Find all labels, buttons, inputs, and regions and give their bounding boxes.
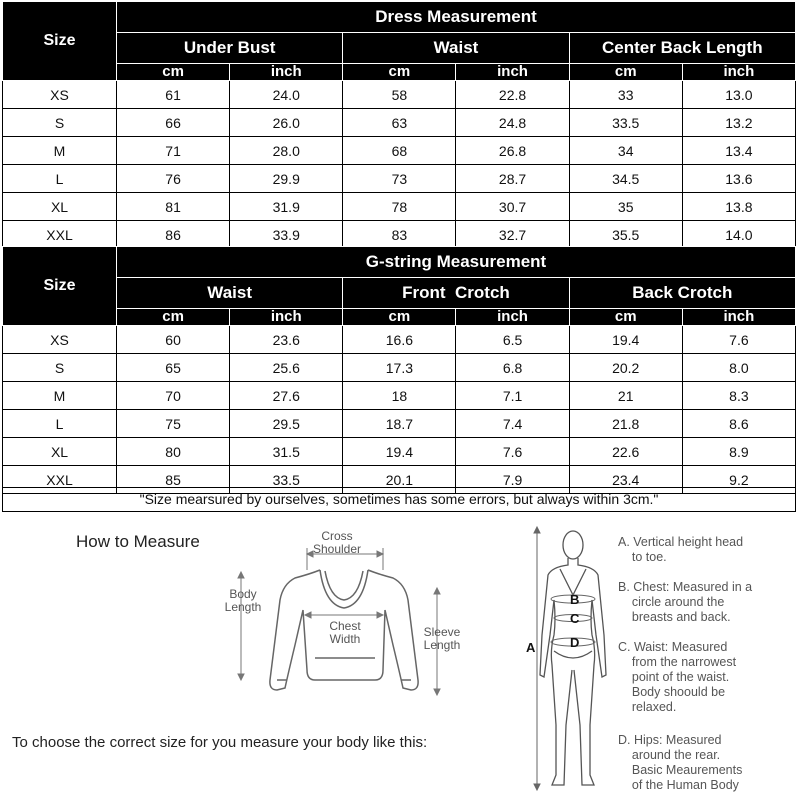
table-row [3, 438, 796, 466]
table-cell: 7.6 [456, 438, 569, 466]
table-cell: 26.8 [456, 137, 569, 165]
table-cell: 8.6 [682, 410, 795, 438]
note-b: B. Chest: Measured in a circle around the breasts and back. [618, 580, 753, 624]
size-cell: XXL [3, 221, 117, 249]
unit-header: cm [343, 309, 456, 326]
table-cell: 83 [343, 221, 456, 249]
table-cell: 33.5 [230, 466, 343, 494]
table-cell: 9.2 [682, 466, 795, 494]
table-cell: 23.4 [569, 466, 682, 494]
table-cell: 29.9 [230, 165, 343, 193]
table-cell: 17.3 [343, 354, 456, 382]
table-cell: 20.1 [343, 466, 456, 494]
body-length-label: Body Length [224, 587, 262, 614]
figure-label-b: B [570, 592, 580, 607]
chest-width-label: Chest Width [329, 619, 361, 646]
size-cell: L [3, 410, 117, 438]
table-cell: 35.5 [569, 221, 682, 249]
table-cell: 24.8 [456, 109, 569, 137]
table-row [3, 81, 796, 109]
table-cell: 28.7 [456, 165, 569, 193]
table-cell: 66 [117, 109, 230, 137]
figure-label-d: D [570, 635, 580, 650]
table-row [3, 326, 796, 354]
unit-header: inch [682, 64, 795, 81]
size-cell: XS [3, 326, 117, 354]
table-cell: 76 [117, 165, 230, 193]
table-row [3, 193, 796, 221]
table-row [3, 221, 796, 249]
table-cell: 78 [343, 193, 456, 221]
unit-header: cm [117, 64, 230, 81]
group-header: Back Crotch [569, 278, 795, 309]
dress-table-title: Dress Measurement [117, 2, 796, 33]
group-header: Center Back Length [569, 33, 795, 64]
table-cell: 80 [117, 438, 230, 466]
table-cell: 7.1 [456, 382, 569, 410]
table-cell: 6.8 [456, 354, 569, 382]
table-cell: 8.9 [682, 438, 795, 466]
table-cell: 13.2 [682, 109, 795, 137]
size-cell: XS [3, 81, 117, 109]
table-cell: 33 [569, 81, 682, 109]
table-cell: 16.6 [343, 326, 456, 354]
table-cell: 22.8 [456, 81, 569, 109]
size-cell: L [3, 165, 117, 193]
table-cell: 86 [117, 221, 230, 249]
table-row [3, 410, 796, 438]
table-cell: 35 [569, 193, 682, 221]
table-cell: 31.5 [230, 438, 343, 466]
table-cell: 22.6 [569, 438, 682, 466]
unit-header: inch [682, 309, 795, 326]
gstring-size-table [2, 246, 796, 494]
size-cell: S [3, 109, 117, 137]
table-cell: 70 [117, 382, 230, 410]
note-a: A. Vertical height head to toe. [618, 535, 744, 564]
table-cell: 13.8 [682, 193, 795, 221]
table-row [3, 109, 796, 137]
table-cell: 21 [569, 382, 682, 410]
size-cell: M [3, 137, 117, 165]
table-cell: 7.9 [456, 466, 569, 494]
table-cell: 13.6 [682, 165, 795, 193]
table-cell: 23.6 [230, 326, 343, 354]
table-cell: 29.5 [230, 410, 343, 438]
table-cell: 85 [117, 466, 230, 494]
measurement-note: "Size mearsured by ourselves, sometimes has some errors, but always within 3cm." [2, 487, 796, 512]
note-d: D. Hips: Measured around the rear. Basic Meaurements of the Human Body [618, 733, 743, 792]
table-cell: 13.4 [682, 137, 795, 165]
size-cell: XXL [3, 466, 117, 494]
table-cell: 75 [117, 410, 230, 438]
table-cell: 19.4 [343, 438, 456, 466]
table-cell: 32.7 [456, 221, 569, 249]
sleeve-length-label: Sleeve Length [423, 625, 461, 652]
table-row [3, 165, 796, 193]
group-header: Front Crotch [343, 278, 569, 309]
group-header: Under Bust [117, 33, 343, 64]
table-cell: 61 [117, 81, 230, 109]
group-header: Waist [343, 33, 569, 64]
table-cell: 65 [117, 354, 230, 382]
table-cell: 25.6 [230, 354, 343, 382]
table-cell: 8.0 [682, 354, 795, 382]
size-cell: XL [3, 438, 117, 466]
table-cell: 63 [343, 109, 456, 137]
unit-header: inch [456, 309, 569, 326]
table-cell: 21.8 [569, 410, 682, 438]
table-cell: 19.4 [569, 326, 682, 354]
table-cell: 7.4 [456, 410, 569, 438]
gstring-table-title: G-string Measurement [117, 247, 796, 278]
table-cell: 81 [117, 193, 230, 221]
dress-size-table [2, 1, 796, 249]
size-header: Size [3, 247, 117, 326]
table-cell: 28.0 [230, 137, 343, 165]
table-cell: 58 [343, 81, 456, 109]
choose-size-instruction: To choose the correct size for you measure your body like this: [12, 734, 428, 751]
table-cell: 71 [117, 137, 230, 165]
size-cell: M [3, 382, 117, 410]
size-cell: S [3, 354, 117, 382]
table-cell: 27.6 [230, 382, 343, 410]
how-to-measure-title: How to Measure [76, 532, 200, 551]
unit-header: inch [230, 309, 343, 326]
table-cell: 13.0 [682, 81, 795, 109]
table-cell: 20.2 [569, 354, 682, 382]
unit-header: cm [569, 309, 682, 326]
table-cell: 18.7 [343, 410, 456, 438]
group-header: Waist [117, 278, 343, 309]
table-cell: 31.9 [230, 193, 343, 221]
size-cell: XL [3, 193, 117, 221]
unit-header: cm [569, 64, 682, 81]
body-figure-diagram [530, 525, 620, 795]
note-c: C. Waist: Measured from the narrowest point of the waist. Body shoould be relaxed. [618, 640, 737, 714]
size-header: Size [3, 2, 117, 81]
table-cell: 18 [343, 382, 456, 410]
table-cell: 34.5 [569, 165, 682, 193]
table-cell: 33.5 [569, 109, 682, 137]
table-cell: 26.0 [230, 109, 343, 137]
table-cell: 68 [343, 137, 456, 165]
table-cell: 7.6 [682, 326, 795, 354]
table-cell: 60 [117, 326, 230, 354]
figure-label-a: A [526, 640, 536, 655]
table-cell: 34 [569, 137, 682, 165]
table-row [3, 354, 796, 382]
unit-header: inch [230, 64, 343, 81]
table-cell: 33.9 [230, 221, 343, 249]
table-row [3, 382, 796, 410]
table-cell: 30.7 [456, 193, 569, 221]
table-cell: 14.0 [682, 221, 795, 249]
table-row [3, 137, 796, 165]
table-cell: 8.3 [682, 382, 795, 410]
unit-header: cm [117, 309, 230, 326]
table-cell: 6.5 [456, 326, 569, 354]
table-cell: 24.0 [230, 81, 343, 109]
figure-label-c: C [570, 611, 580, 626]
unit-header: inch [456, 64, 569, 81]
unit-header: cm [343, 64, 456, 81]
cross-shoulder-label: Cross Shoulder [312, 529, 362, 556]
table-cell: 73 [343, 165, 456, 193]
